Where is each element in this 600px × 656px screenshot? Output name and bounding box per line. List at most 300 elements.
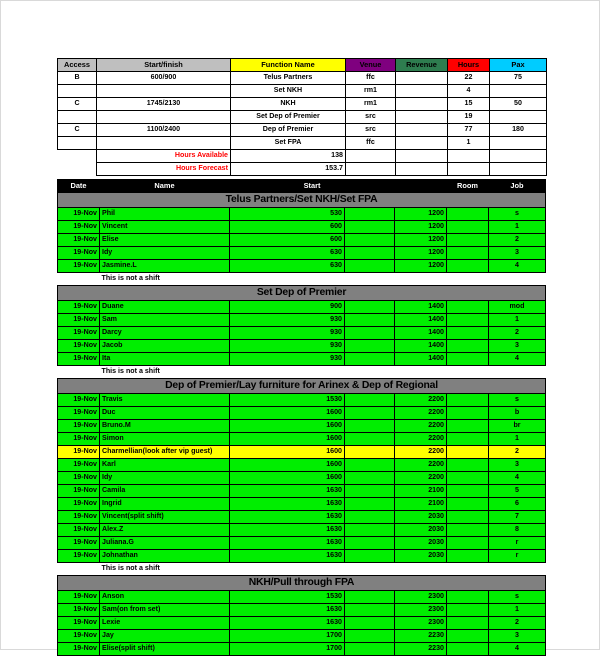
cell-finish-time[interactable]: 2200 xyxy=(395,472,447,485)
cell-name[interactable]: Vincent xyxy=(100,221,230,234)
cell-pax[interactable] xyxy=(490,111,547,124)
cell-room[interactable] xyxy=(447,247,489,260)
cell-hours[interactable]: 22 xyxy=(448,72,490,85)
cell-date[interactable]: 19-Nov xyxy=(58,550,100,563)
section-note-row xyxy=(58,366,546,379)
cell-name[interactable]: Jacob xyxy=(100,340,230,353)
cell-name[interactable]: Darcy xyxy=(100,327,230,340)
table-row[interactable] xyxy=(58,301,546,314)
note-blank-cell xyxy=(58,563,100,576)
table-row[interactable] xyxy=(58,524,546,537)
cell-job[interactable]: 6 xyxy=(489,498,546,511)
cell-start-time[interactable]: 930 xyxy=(230,314,345,327)
cell-spacer[interactable] xyxy=(345,208,395,221)
cell-room[interactable] xyxy=(447,208,489,221)
section-note-row xyxy=(58,273,546,286)
cell-spacer[interactable] xyxy=(345,327,395,340)
cell-start-time[interactable]: 1630 xyxy=(230,550,345,563)
cell-finish-time[interactable]: 2030 xyxy=(395,537,447,550)
table-row[interactable] xyxy=(58,420,546,433)
cell-spacer[interactable] xyxy=(345,446,395,459)
cell-start-time[interactable]: 1630 xyxy=(230,485,345,498)
cell-function-name[interactable]: Set Dep of Premier xyxy=(231,111,346,124)
cell-finish-time[interactable]: 2030 xyxy=(395,511,447,524)
cell-finish-time[interactable]: 1200 xyxy=(395,221,447,234)
cell-date[interactable]: 19-Nov xyxy=(58,327,100,340)
cell-access[interactable] xyxy=(58,111,97,124)
cell-spacer[interactable] xyxy=(345,394,395,407)
cell-name[interactable]: Simon xyxy=(100,433,230,446)
cell-start-time[interactable]: 930 xyxy=(230,353,345,366)
cell-name[interactable]: Ita xyxy=(100,353,230,366)
cell-name[interactable]: Duc xyxy=(100,407,230,420)
cell-venue[interactable]: rm1 xyxy=(346,85,396,98)
cell-finish-time[interactable]: 2300 xyxy=(395,591,447,604)
cell-spacer[interactable] xyxy=(345,511,395,524)
cell-spacer[interactable] xyxy=(345,630,395,643)
cell-name[interactable]: Bruno.M xyxy=(100,420,230,433)
cell-job[interactable]: 3 xyxy=(489,459,546,472)
cell-start-time[interactable]: 1600 xyxy=(230,472,345,485)
cell-hours[interactable]: 4 xyxy=(448,85,490,98)
cell-name[interactable]: Camila xyxy=(100,485,230,498)
cell-start-time[interactable]: 630 xyxy=(230,247,345,260)
cell-date[interactable]: 19-Nov xyxy=(58,301,100,314)
cell-spacer[interactable] xyxy=(345,604,395,617)
total-value: 153.7 xyxy=(231,163,346,176)
cell-start-time[interactable]: 1530 xyxy=(230,394,345,407)
cell-pax[interactable] xyxy=(490,137,547,150)
summary-row[interactable] xyxy=(58,124,547,137)
cell-room[interactable] xyxy=(447,604,489,617)
cell-revenue[interactable] xyxy=(396,85,448,98)
cell-start-time[interactable]: 1600 xyxy=(230,407,345,420)
cell-function-name[interactable]: Dep of Premier xyxy=(231,124,346,137)
cell-room[interactable] xyxy=(447,314,489,327)
cell-job[interactable]: mod xyxy=(489,301,546,314)
cell-room[interactable] xyxy=(447,498,489,511)
cell-date[interactable]: 19-Nov xyxy=(58,511,100,524)
cell-start-finish[interactable]: 600/900 xyxy=(97,72,231,85)
cell-date[interactable]: 19-Nov xyxy=(58,591,100,604)
cell-name[interactable]: Vincent(split shift) xyxy=(100,511,230,524)
not-a-shift-note: This is not a shift xyxy=(100,366,230,379)
table-row[interactable] xyxy=(58,630,546,643)
total-value: 138 xyxy=(231,150,346,163)
cell-room[interactable] xyxy=(447,485,489,498)
cell-name[interactable]: Johnathan xyxy=(100,550,230,563)
cell-name[interactable]: Jasmine.L xyxy=(100,260,230,273)
cell-job[interactable]: 3 xyxy=(489,340,546,353)
cell-job[interactable]: s xyxy=(489,394,546,407)
cell-room[interactable] xyxy=(447,446,489,459)
cell-hours[interactable]: 1 xyxy=(448,137,490,150)
cell-room[interactable] xyxy=(447,511,489,524)
cell-finish-time[interactable]: 1400 xyxy=(395,314,447,327)
cell-hours[interactable]: 19 xyxy=(448,111,490,124)
column-header-start: Start xyxy=(230,180,395,193)
cell-pax[interactable] xyxy=(490,85,547,98)
cell-finish-time[interactable]: 2100 xyxy=(395,498,447,511)
summary-row[interactable] xyxy=(58,85,547,98)
cell-name[interactable]: Anson xyxy=(100,591,230,604)
cell-finish-time[interactable]: 1400 xyxy=(395,301,447,314)
cell-job[interactable]: s xyxy=(489,208,546,221)
cell-finish-time[interactable]: 2200 xyxy=(395,420,447,433)
cell-function-name[interactable]: Set FPA xyxy=(231,137,346,150)
cell-spacer[interactable] xyxy=(345,591,395,604)
cell-name[interactable]: Lexie xyxy=(100,617,230,630)
cell-finish-time[interactable]: 1200 xyxy=(395,234,447,247)
cell-spacer[interactable] xyxy=(345,314,395,327)
cell-room[interactable] xyxy=(447,301,489,314)
cell-start-time[interactable]: 1630 xyxy=(230,537,345,550)
cell-date[interactable]: 19-Nov xyxy=(58,234,100,247)
cell-revenue[interactable] xyxy=(396,137,448,150)
cell-name[interactable]: Charmellian(look after vip guest) xyxy=(100,446,230,459)
cell-finish-time[interactable]: 2100 xyxy=(395,485,447,498)
cell-function-name[interactable]: Telus Partners xyxy=(231,72,346,85)
summary-row[interactable] xyxy=(58,137,547,150)
cell-date[interactable]: 19-Nov xyxy=(58,247,100,260)
cell-spacer[interactable] xyxy=(345,472,395,485)
cell-job[interactable]: 4 xyxy=(489,643,546,656)
cell-revenue[interactable] xyxy=(396,124,448,137)
column-header-venue: Venue xyxy=(346,59,396,72)
cell-venue[interactable]: ffc xyxy=(346,137,396,150)
cell-room[interactable] xyxy=(447,617,489,630)
cell-start-time[interactable]: 600 xyxy=(230,234,345,247)
cell-access[interactable]: B xyxy=(58,72,97,85)
cell-date[interactable]: 19-Nov xyxy=(58,221,100,234)
cell-job[interactable]: 1 xyxy=(489,433,546,446)
cell-pax[interactable]: 50 xyxy=(490,98,547,111)
cell-start-time[interactable]: 1700 xyxy=(230,643,345,656)
cell-name[interactable]: Jay xyxy=(100,630,230,643)
cell-finish-time[interactable]: 2200 xyxy=(395,433,447,446)
cell-finish-time[interactable]: 2030 xyxy=(395,550,447,563)
cell-job[interactable]: 2 xyxy=(489,617,546,630)
table-row[interactable] xyxy=(58,247,546,260)
cell-spacer[interactable] xyxy=(345,643,395,656)
cell-venue[interactable]: ffc xyxy=(346,72,396,85)
cell-job[interactable]: 5 xyxy=(489,485,546,498)
column-header-blank xyxy=(395,180,447,193)
cell-spacer[interactable] xyxy=(345,353,395,366)
cell-date[interactable]: 19-Nov xyxy=(58,340,100,353)
cell-spacer[interactable] xyxy=(345,234,395,247)
cell-spacer[interactable] xyxy=(345,301,395,314)
cell-room[interactable] xyxy=(447,394,489,407)
cell-date[interactable]: 19-Nov xyxy=(58,459,100,472)
cell-job[interactable]: r xyxy=(489,537,546,550)
table-row[interactable] xyxy=(58,407,546,420)
cell-finish-time[interactable]: 2200 xyxy=(395,446,447,459)
cell-start-finish[interactable] xyxy=(97,111,231,124)
table-row[interactable] xyxy=(58,537,546,550)
cell-job[interactable]: 1 xyxy=(489,314,546,327)
cell-spacer[interactable] xyxy=(345,340,395,353)
cell-name[interactable]: Alex.Z xyxy=(100,524,230,537)
cell-start-time[interactable]: 1600 xyxy=(230,433,345,446)
cell-start-time[interactable]: 600 xyxy=(230,221,345,234)
total-empty-cell xyxy=(396,163,448,176)
cell-spacer[interactable] xyxy=(345,260,395,273)
cell-spacer[interactable] xyxy=(345,420,395,433)
table-row[interactable] xyxy=(58,314,546,327)
table-row[interactable] xyxy=(58,511,546,524)
cell-room[interactable] xyxy=(447,630,489,643)
table-row[interactable] xyxy=(58,234,546,247)
cell-date[interactable]: 19-Nov xyxy=(58,394,100,407)
cell-access[interactable] xyxy=(58,137,97,150)
cell-start-time[interactable]: 930 xyxy=(230,327,345,340)
cell-date[interactable]: 19-Nov xyxy=(58,617,100,630)
table-row[interactable] xyxy=(58,472,546,485)
table-row[interactable] xyxy=(58,260,546,273)
cell-room[interactable] xyxy=(447,643,489,656)
cell-finish-time[interactable]: 1200 xyxy=(395,208,447,221)
cell-start-time[interactable]: 1600 xyxy=(230,459,345,472)
cell-finish-time[interactable]: 1200 xyxy=(395,247,447,260)
total-empty-cell xyxy=(346,163,396,176)
cell-venue[interactable]: src xyxy=(346,124,396,137)
cell-finish-time[interactable]: 2230 xyxy=(395,630,447,643)
cell-finish-time[interactable]: 2030 xyxy=(395,524,447,537)
cell-job[interactable]: r xyxy=(489,550,546,563)
cell-pax[interactable]: 75 xyxy=(490,72,547,85)
cell-revenue[interactable] xyxy=(396,72,448,85)
table-row[interactable] xyxy=(58,340,546,353)
cell-start-time[interactable]: 1630 xyxy=(230,524,345,537)
cell-venue[interactable]: src xyxy=(346,111,396,124)
cell-job[interactable]: 4 xyxy=(489,260,546,273)
cell-room[interactable] xyxy=(447,420,489,433)
cell-date[interactable]: 19-Nov xyxy=(58,604,100,617)
cell-spacer[interactable] xyxy=(345,459,395,472)
cell-name[interactable]: Karl xyxy=(100,459,230,472)
cell-start-time[interactable]: 1630 xyxy=(230,511,345,524)
total-empty-cell xyxy=(396,150,448,163)
cell-name[interactable]: Idy xyxy=(100,472,230,485)
cell-date[interactable]: 19-Nov xyxy=(58,420,100,433)
cell-job[interactable]: 4 xyxy=(489,472,546,485)
cell-job[interactable]: 3 xyxy=(489,630,546,643)
cell-room[interactable] xyxy=(447,537,489,550)
cell-name[interactable]: Elise xyxy=(100,234,230,247)
cell-date[interactable]: 19-Nov xyxy=(58,260,100,273)
cell-function-name[interactable]: NKH xyxy=(231,98,346,111)
cell-room[interactable] xyxy=(447,591,489,604)
cell-hours[interactable]: 15 xyxy=(448,98,490,111)
cell-job[interactable]: 7 xyxy=(489,511,546,524)
summary-row[interactable] xyxy=(58,72,547,85)
cell-start-time[interactable]: 1700 xyxy=(230,630,345,643)
cell-start-finish[interactable] xyxy=(97,85,231,98)
cell-spacer[interactable] xyxy=(345,407,395,420)
cell-date[interactable]: 19-Nov xyxy=(58,433,100,446)
cell-name[interactable]: Travis xyxy=(100,394,230,407)
cell-spacer[interactable] xyxy=(345,485,395,498)
table-row[interactable] xyxy=(58,643,546,656)
cell-revenue[interactable] xyxy=(396,111,448,124)
cell-start-time[interactable]: 1630 xyxy=(230,604,345,617)
roster-body xyxy=(58,193,546,656)
column-header-function-name: Function Name xyxy=(231,59,346,72)
staff-roster-table xyxy=(57,179,546,656)
cell-date[interactable]: 19-Nov xyxy=(58,643,100,656)
cell-start-finish[interactable]: 1100/2400 xyxy=(97,124,231,137)
cell-finish-time[interactable]: 2200 xyxy=(395,394,447,407)
cell-date[interactable]: 19-Nov xyxy=(58,353,100,366)
section-note-row xyxy=(58,563,546,576)
cell-start-time[interactable]: 530 xyxy=(230,208,345,221)
cell-name[interactable]: Juliana.G xyxy=(100,537,230,550)
table-row[interactable] xyxy=(58,208,546,221)
cell-finish-time[interactable]: 2200 xyxy=(395,407,447,420)
cell-job[interactable]: 2 xyxy=(489,446,546,459)
cell-finish-time[interactable]: 1400 xyxy=(395,353,447,366)
table-row[interactable] xyxy=(58,591,546,604)
cell-start-time[interactable]: 1530 xyxy=(230,591,345,604)
cell-start-time[interactable]: 630 xyxy=(230,260,345,273)
cell-spacer[interactable] xyxy=(345,550,395,563)
cell-name[interactable]: Ingrid xyxy=(100,498,230,511)
cell-finish-time[interactable]: 2300 xyxy=(395,604,447,617)
note-empty-cell xyxy=(230,366,546,379)
cell-room[interactable] xyxy=(447,407,489,420)
cell-room[interactable] xyxy=(447,327,489,340)
cell-date[interactable]: 19-Nov xyxy=(58,537,100,550)
cell-function-name[interactable]: Set NKH xyxy=(231,85,346,98)
cell-room[interactable] xyxy=(447,433,489,446)
table-row[interactable] xyxy=(58,485,546,498)
cell-spacer[interactable] xyxy=(345,537,395,550)
cell-start-time[interactable]: 1600 xyxy=(230,420,345,433)
cell-name[interactable]: Phil xyxy=(100,208,230,221)
table-row[interactable] xyxy=(58,498,546,511)
summary-row[interactable] xyxy=(58,111,547,124)
cell-room[interactable] xyxy=(447,340,489,353)
table-row[interactable] xyxy=(58,446,546,459)
cell-job[interactable]: 1 xyxy=(489,604,546,617)
cell-job[interactable]: b xyxy=(489,407,546,420)
cell-finish-time[interactable]: 2230 xyxy=(395,643,447,656)
summary-header-row xyxy=(58,59,547,72)
table-row[interactable] xyxy=(58,617,546,630)
table-row[interactable] xyxy=(58,433,546,446)
cell-room[interactable] xyxy=(447,524,489,537)
cell-name[interactable]: Sam(on from set) xyxy=(100,604,230,617)
cell-date[interactable]: 19-Nov xyxy=(58,208,100,221)
cell-start-time[interactable]: 1600 xyxy=(230,446,345,459)
table-row[interactable] xyxy=(58,221,546,234)
table-row[interactable] xyxy=(58,327,546,340)
cell-date[interactable]: 19-Nov xyxy=(58,314,100,327)
cell-job[interactable]: 2 xyxy=(489,327,546,340)
cell-spacer[interactable] xyxy=(345,617,395,630)
cell-job[interactable]: 1 xyxy=(489,221,546,234)
cell-spacer[interactable] xyxy=(345,247,395,260)
table-row[interactable] xyxy=(58,353,546,366)
cell-start-time[interactable]: 930 xyxy=(230,340,345,353)
section-title-row xyxy=(58,286,546,301)
cell-finish-time[interactable]: 1200 xyxy=(395,260,447,273)
cell-job[interactable]: s xyxy=(489,591,546,604)
cell-access[interactable]: C xyxy=(58,124,97,137)
function-summary-table xyxy=(57,58,547,176)
cell-start-finish[interactable]: 1745/2130 xyxy=(97,98,231,111)
cell-date[interactable]: 19-Nov xyxy=(58,485,100,498)
cell-job[interactable]: br xyxy=(489,420,546,433)
cell-pax[interactable]: 180 xyxy=(490,124,547,137)
cell-room[interactable] xyxy=(447,221,489,234)
note-blank-cell xyxy=(58,366,100,379)
cell-job[interactable]: 2 xyxy=(489,234,546,247)
table-row[interactable] xyxy=(58,550,546,563)
column-header-name: Name xyxy=(100,180,230,193)
cell-start-time[interactable]: 1630 xyxy=(230,617,345,630)
cell-finish-time[interactable]: 1400 xyxy=(395,327,447,340)
cell-job[interactable]: 4 xyxy=(489,353,546,366)
column-header-revenue: Revenue xyxy=(396,59,448,72)
section-title-row xyxy=(58,576,546,591)
cell-spacer[interactable] xyxy=(345,524,395,537)
cell-room[interactable] xyxy=(447,472,489,485)
table-row[interactable] xyxy=(58,604,546,617)
cell-room[interactable] xyxy=(447,353,489,366)
cell-date[interactable]: 19-Nov xyxy=(58,407,100,420)
total-blank-cell xyxy=(58,150,97,163)
cell-date[interactable]: 19-Nov xyxy=(58,498,100,511)
table-row[interactable] xyxy=(58,459,546,472)
cell-date[interactable]: 19-Nov xyxy=(58,630,100,643)
cell-start-time[interactable]: 1630 xyxy=(230,498,345,511)
cell-date[interactable]: 19-Nov xyxy=(58,446,100,459)
cell-access[interactable]: C xyxy=(58,98,97,111)
total-empty-cell xyxy=(448,163,490,176)
cell-finish-time[interactable]: 1400 xyxy=(395,340,447,353)
cell-spacer[interactable] xyxy=(345,433,395,446)
cell-start-time[interactable]: 900 xyxy=(230,301,345,314)
cell-finish-time[interactable]: 2200 xyxy=(395,459,447,472)
cell-job[interactable]: 3 xyxy=(489,247,546,260)
cell-spacer[interactable] xyxy=(345,498,395,511)
cell-room[interactable] xyxy=(447,459,489,472)
cell-job[interactable]: 8 xyxy=(489,524,546,537)
cell-room[interactable] xyxy=(447,260,489,273)
table-row[interactable] xyxy=(58,394,546,407)
cell-room[interactable] xyxy=(447,550,489,563)
cell-access[interactable] xyxy=(58,85,97,98)
summary-row[interactable] xyxy=(58,98,547,111)
column-header-pax: Pax xyxy=(490,59,547,72)
cell-start-finish[interactable] xyxy=(97,137,231,150)
cell-venue[interactable]: rm1 xyxy=(346,98,396,111)
cell-name[interactable]: Sam xyxy=(100,314,230,327)
cell-finish-time[interactable]: 2300 xyxy=(395,617,447,630)
cell-revenue[interactable] xyxy=(396,98,448,111)
cell-spacer[interactable] xyxy=(345,221,395,234)
cell-date[interactable]: 19-Nov xyxy=(58,524,100,537)
cell-name[interactable]: Idy xyxy=(100,247,230,260)
cell-room[interactable] xyxy=(447,234,489,247)
cell-name[interactable]: Duane xyxy=(100,301,230,314)
cell-name[interactable]: Elise(split shift) xyxy=(100,643,230,656)
cell-hours[interactable]: 77 xyxy=(448,124,490,137)
summary-body xyxy=(58,72,547,176)
cell-date[interactable]: 19-Nov xyxy=(58,472,100,485)
